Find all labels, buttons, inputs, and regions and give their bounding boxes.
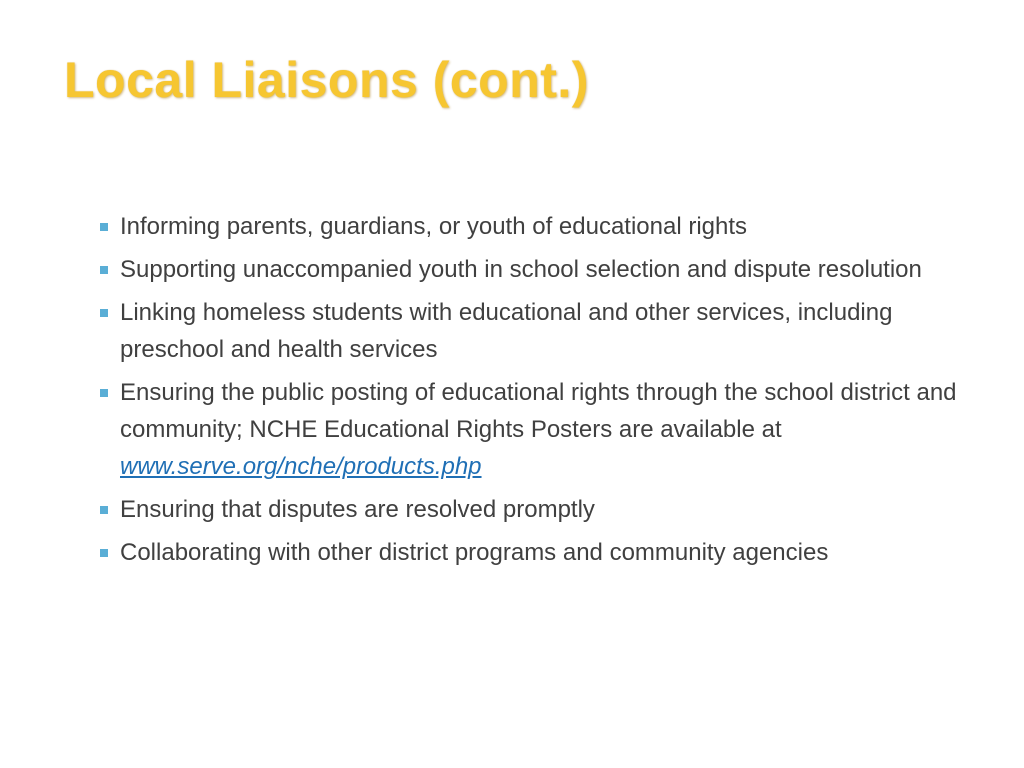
- bullet-text: Ensuring that disputes are resolved promptly: [120, 496, 595, 523]
- products-link[interactable]: www.serve.org/nche/products.php: [120, 453, 482, 480]
- bullet-item: [96, 208, 976, 245]
- square-bullet-icon: [100, 549, 108, 557]
- bullet-item: [96, 294, 976, 368]
- bullet-item: [96, 374, 976, 485]
- bullet-text: Collaborating with other district programs and community agencies: [120, 539, 829, 566]
- bullet-text: Supporting unaccompanied youth in school selection and dispute resolution: [120, 256, 922, 283]
- square-bullet-icon: [100, 389, 108, 397]
- square-bullet-icon: [100, 266, 108, 274]
- square-bullet-icon: [100, 506, 108, 514]
- bullet-text: Ensuring the public posting of educational rights through the school district and community; NCHE Educational Rights Posters are available at: [120, 379, 957, 443]
- bullet-text: Informing parents, guardians, or youth of educational rights: [120, 213, 748, 240]
- square-bullet-icon: [100, 223, 108, 231]
- slide-content: [96, 208, 976, 577]
- bullet-item: [96, 251, 976, 288]
- slide-title: Local Liaisons (cont.): [64, 52, 589, 108]
- bullet-item: [96, 534, 976, 571]
- bullet-text: Linking homeless students with educational and other services, including preschool and health services: [120, 299, 893, 363]
- square-bullet-icon: [100, 309, 108, 317]
- bullet-list: [96, 208, 976, 571]
- bullet-item: [96, 491, 976, 528]
